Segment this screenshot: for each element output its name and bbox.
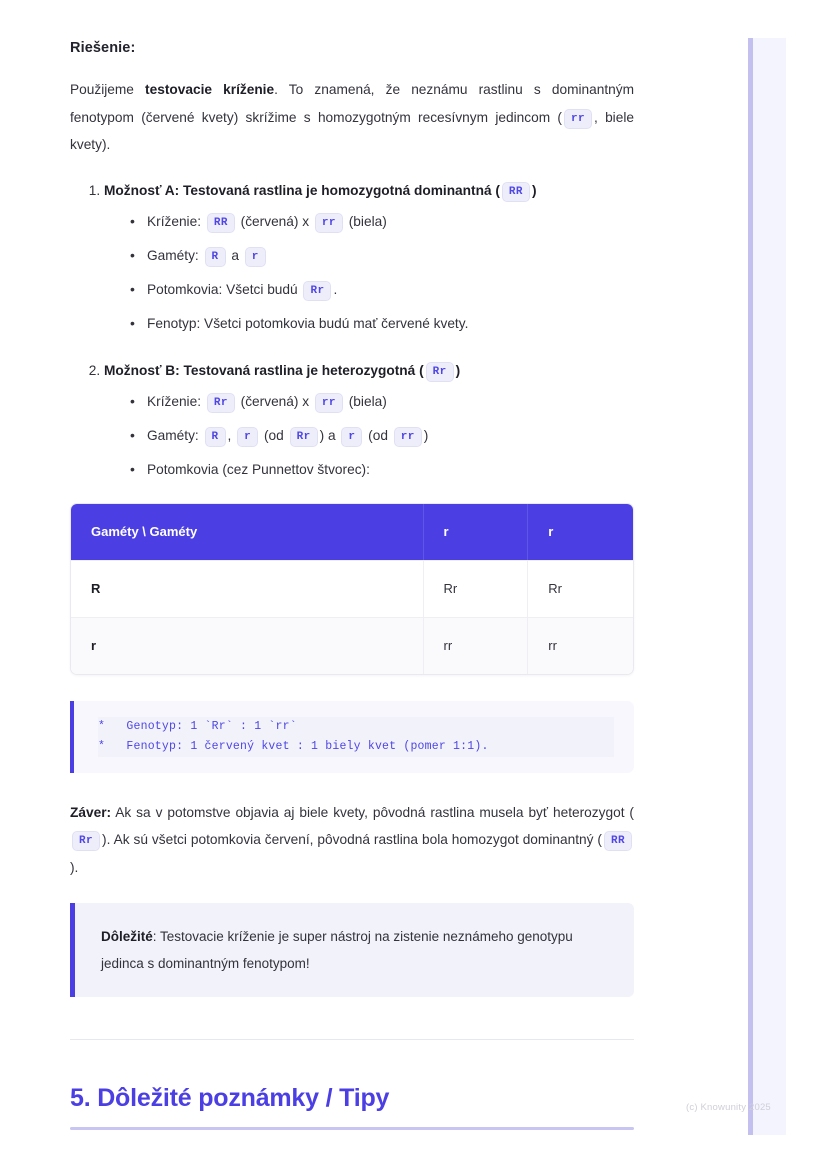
right-edge-rail [748,38,786,1135]
table-row-header: r [71,617,424,674]
option-b-label-end: ) [455,362,461,378]
conclusion-text-1: Ak sa v potomstve objavia aj biele kvety, pôvodná rastlina musela byť heterozygot ( [111,804,634,820]
option-b-bullets [104,391,634,481]
table-row [71,617,633,674]
allele-chip: rr [394,427,422,447]
bullet-text: (biela) [344,213,387,229]
intro-text-2: . To znamená, že neznámu rastlinu s dominantným fenotypom (červené kvety) skrížime s homozygotným recesívnym jedincom ( [70,82,635,125]
table-header-row [71,504,633,560]
allele-chip: rr [315,213,343,233]
bullet-text: Kríženie: [147,393,205,409]
bullet-text: a [227,247,243,263]
allele-chip: R [205,247,226,267]
list-item [130,211,634,233]
option-b-chip: Rr [426,362,454,382]
conclusion-paragraph [70,799,634,882]
table-header-cell: r [424,504,529,560]
bullet-text: ) [423,427,429,443]
conclusion-chip-rr: Rr [72,831,100,851]
bullet-text: Potomkovia (cez Punnettov štvorec): [147,461,370,477]
callout-text: : Testovacie kríženie je super nástroj na zistenie neznámeho genotypu jedinca s dominantným fenotypom! [101,929,573,971]
allele-chip: r [245,247,266,267]
bullet-text: (červená) x [236,213,313,229]
conclusion-label: Záver: [70,804,112,820]
bullet-text: (biela) [344,393,387,409]
table-header-cell: r [528,504,633,560]
table-row [71,560,633,617]
callout-label: Dôležité [101,929,153,944]
bullet-text: (od [260,427,288,443]
options-list [70,177,634,481]
bullet-text: Kríženie: [147,213,205,229]
intro-text-3: , biele kvety). [70,109,634,152]
table-cell: rr [528,617,633,674]
bullet-text: Potomkovia: Všetci budú [147,281,302,297]
option-item-a [104,177,634,335]
option-b-label: Možnosť B: Testovaná rastlina je heterozygotná ( [104,362,424,378]
allele-chip: R [205,427,226,447]
list-item [130,391,634,413]
list-item [130,425,634,447]
footer-credit: (c) Knowunity 2025 [686,1102,771,1113]
option-a-label: Možnosť A: Testovaná rastlina je homozygotná dominantná ( [104,182,500,198]
bullet-text: Gaméty: [147,247,203,263]
table-cell: rr [424,617,529,674]
bullet-text: (od [364,427,392,443]
intro-bold-term: testovacie kríženie [145,82,275,97]
allele-chip: rr [315,393,343,413]
conclusion-text-2: ). Ak sú všetci potomkovia červení, pôvodná rastlina bola homozygot dominantný ( [102,832,602,847]
list-item [130,279,634,301]
bullet-text: Gaméty: [147,427,203,443]
list-item [130,459,634,481]
conclusion-text-3: ). [70,859,79,875]
bullet-text: (červená) x [236,393,313,409]
code-line: * Fenotyp: 1 červený kvet : 1 biely kvet (pomer 1:1). [98,737,614,757]
allele-chip: r [237,427,258,447]
option-item-b [104,357,634,481]
punnett-square-table [70,503,634,675]
conclusion-chip-rrdom: RR [604,831,632,851]
table-header [71,504,633,560]
bullet-text: ) a [319,427,340,443]
allele-chip: Rr [290,427,318,447]
list-item [130,245,634,267]
list-item [130,313,634,335]
code-block [70,701,634,773]
table-row-header: R [71,560,424,617]
allele-chip: r [341,427,362,447]
option-a-label-end: ) [531,182,537,198]
callout-paragraph [101,923,610,977]
important-callout [70,903,634,997]
solution-heading: Riešenie: [70,40,136,56]
table-body [71,560,633,674]
allele-chip: Rr [207,393,235,413]
section-divider [70,1039,634,1040]
document-body [70,40,634,1130]
heading-underline [70,1127,634,1130]
bullet-text: , [227,427,236,443]
intro-text-1: Použijeme [70,82,146,97]
bullet-text: . [333,281,338,297]
table-header-cell: Gaméty \ Gaméty [71,504,424,560]
genotype-chip: rr [564,109,592,129]
bullet-text: Fenotyp: Všetci potomkovia budú mať červené kvety. [147,315,469,331]
intro-paragraph [70,76,634,159]
allele-chip: RR [207,213,235,233]
table-cell: Rr [424,560,529,617]
allele-chip: Rr [303,281,331,301]
option-a-chip: RR [502,182,530,202]
option-a-bullets [104,211,634,335]
table-cell: Rr [528,560,633,617]
next-section-heading: 5. Dôležité poznámky / Tipy [70,1084,390,1112]
code-line: * Genotyp: 1 `Rr` : 1 `rr` [98,717,614,737]
